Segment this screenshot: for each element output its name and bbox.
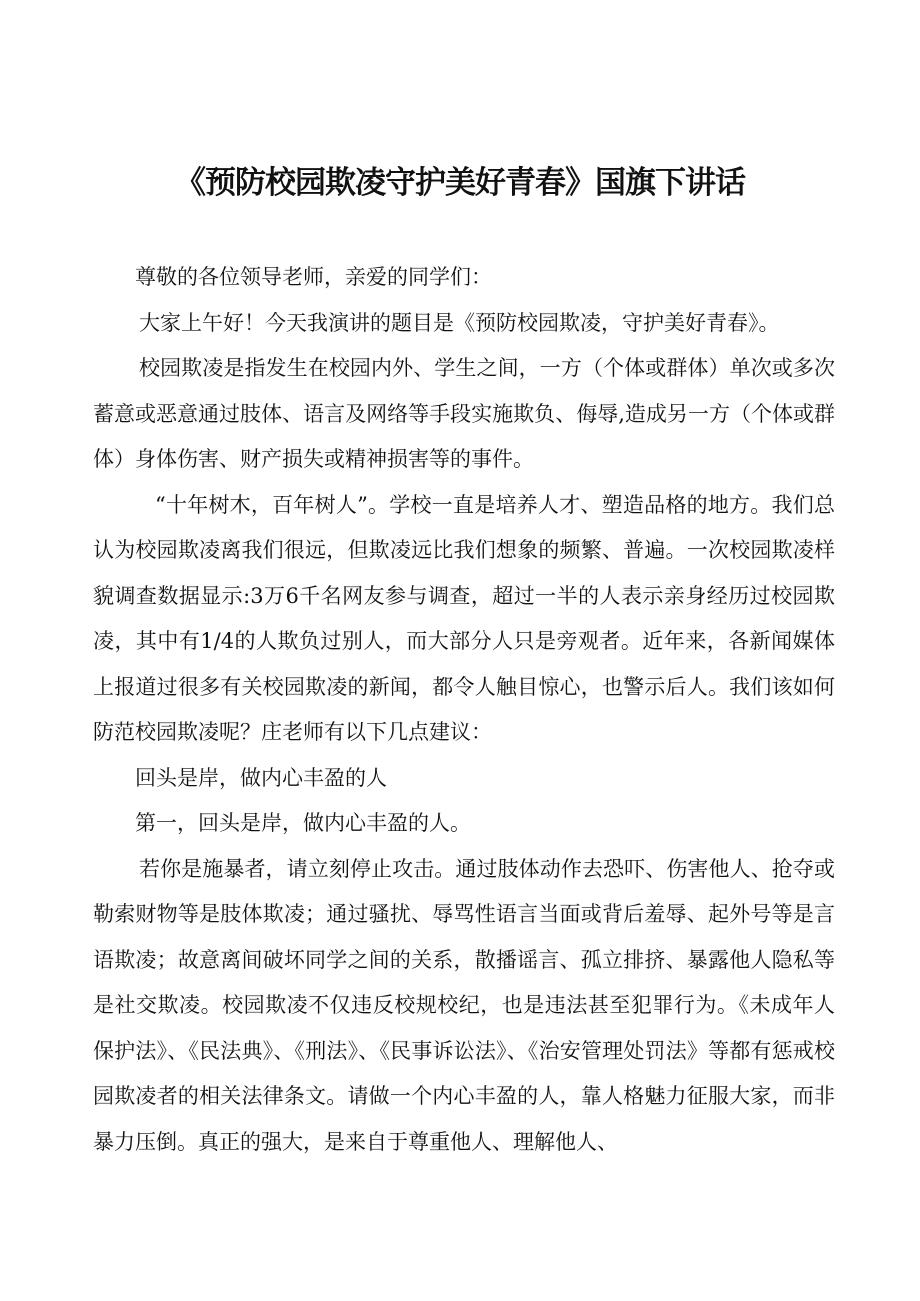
paragraph-heading: 回头是岸，做内心丰盈的人 <box>135 765 387 790</box>
document-title: 《预防校园欺凌守护美好青春》国旗下讲话 <box>175 165 745 201</box>
paragraph-first-point: 第一，回头是岸，做内心丰盈的人。 <box>135 811 471 835</box>
paragraph-bullying-types: 若你是施暴者，请立刻停止攻击。通过肢体动作去恐吓、伤害他人、抢夺或勒索财物等是肢体欺凌；通过骚扰、辱骂性语言当面或背后羞辱、起外号等是言语欺凌；故意离间破坏同学之间的关系，散播谣言、孤立排挤、暴露他人隐私等是社交欺凌。校园欺凌不仅违反校规校纪，也是违法甚至犯罪行为。《未成年人保护法》、《民法典》、《刑法》、《民事诉讼法》、《治安管理处罚法》等都有惩戒校园欺凌者的相关法律条文。请做一个内心丰盈的人，靠人格魅力征服大家，而非暴力压倒。真正的强大，是来自于尊重他人、理解他人、 <box>93 856 835 1154</box>
paragraph-survey: “十年树木，百年树人”。学校一直是培养人才、塑造品格的地方。我们总认为校园欺凌离我们很远，但欺凌远比我们想象的频繁、普遍。一次校园欺凌样貌调查数据显示:3万6千名网友参与调查，超过一半的人表示亲身经历过校园欺凌，其中有1/4的人欺负过别人，而大部分人只是旁观者。近年来，各新闻媒体上报道过很多有关校园欺凌的新闻，都令人触目惊心，也警示后人。我们该如何防范校园欺凌呢？庄老师有以下几点建议： <box>93 492 835 744</box>
paragraph-definition: 校园欺凌是指发生在校园内外、学生之间，一方（个体或群体）单次或多次蓄意或恶意通过肢体、语言及网络等手段实施欺负、侮辱,造成另一方（个体或群体）身体伤害、财产损失或精神损害等的事件。 <box>93 356 835 471</box>
paragraph-greeting: 大家上午好！今天我演讲的题目是《预防校园欺凌，守护美好青春》。 <box>139 310 780 335</box>
document-body <box>93 255 835 1165</box>
paragraph-salutation: 尊敬的各位领导老师，亲爱的同学们： <box>135 265 492 289</box>
